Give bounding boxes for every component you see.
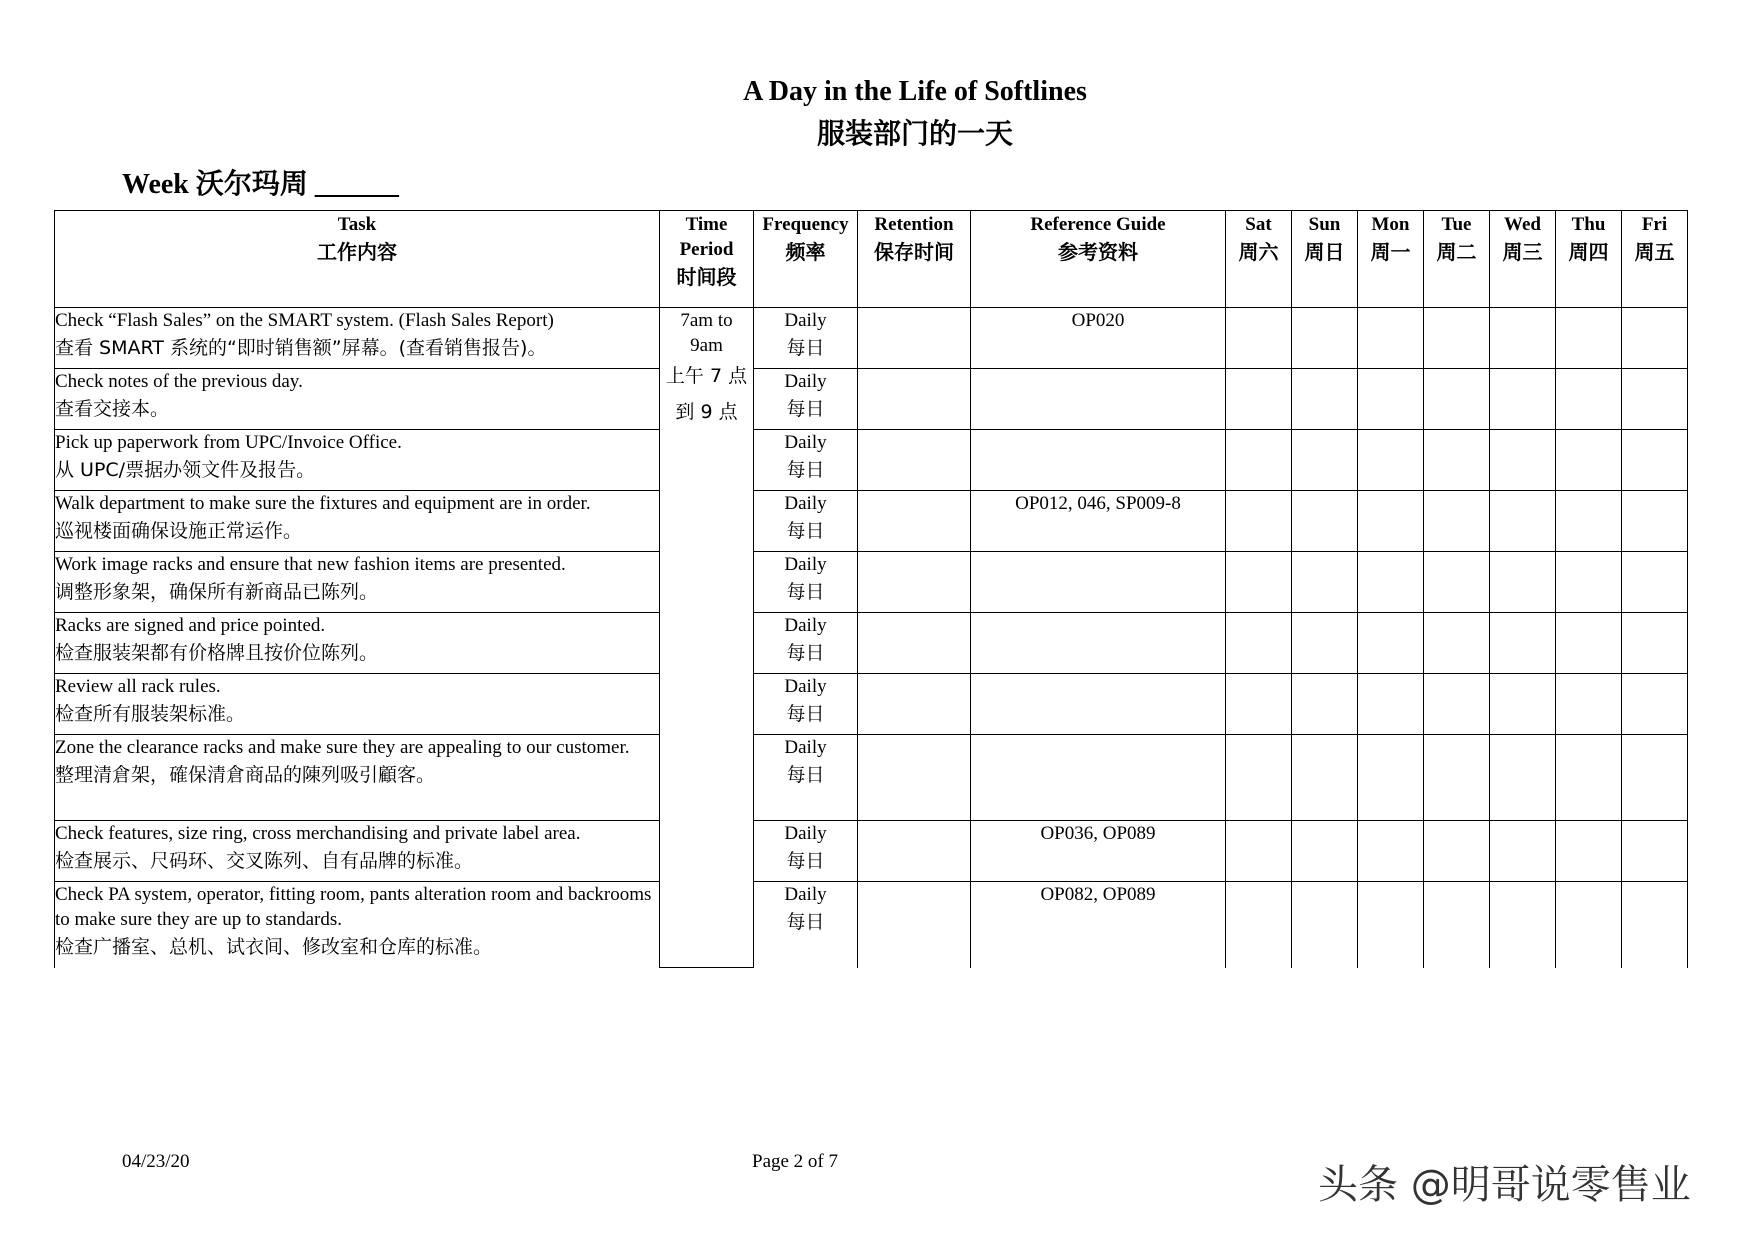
frequency-cell: Daily 每日	[754, 491, 858, 552]
check-cell-thu[interactable]	[1556, 552, 1622, 613]
check-cell-mon[interactable]	[1358, 674, 1424, 735]
week-label	[122, 166, 399, 203]
watermark: 头条 @明哥说零售业	[1318, 1162, 1691, 1208]
task-cell: Check PA system, operator, fitting room, pants alteration room and backrooms to make sure they are up to standards. 检查广播室、总机、试衣间、修改室和仓库的标准。	[55, 882, 660, 968]
check-cell-sat[interactable]	[1226, 821, 1292, 882]
check-cell-fri[interactable]	[1622, 430, 1688, 491]
check-cell-sat[interactable]	[1226, 430, 1292, 491]
document-title: A Day in the Life of Softlines	[743, 76, 1087, 107]
check-cell-fri[interactable]	[1622, 674, 1688, 735]
week-label-en: Week	[122, 169, 189, 200]
reference-cell	[971, 552, 1226, 613]
col-sun: Sun 周日	[1292, 211, 1358, 308]
table-row	[55, 735, 1688, 821]
check-cell-mon[interactable]	[1358, 491, 1424, 552]
check-cell-mon[interactable]	[1358, 308, 1424, 369]
check-cell-sun[interactable]	[1292, 369, 1358, 430]
check-cell-tue[interactable]	[1424, 430, 1490, 491]
task-cell: Walk department to make sure the fixtures and equipment are in order. 巡视楼面确保设施正常运作。	[55, 491, 660, 552]
check-cell-wed[interactable]	[1490, 674, 1556, 735]
check-cell-mon[interactable]	[1358, 735, 1424, 821]
check-cell-sat[interactable]	[1226, 552, 1292, 613]
reference-cell: OP020	[971, 308, 1226, 369]
check-cell-tue[interactable]	[1424, 674, 1490, 735]
check-cell-sun[interactable]	[1292, 491, 1358, 552]
col-reference-guide: Reference Guide 参考资料	[971, 211, 1226, 308]
week-label-cn: 沃尔玛周	[195, 167, 308, 200]
reference-cell	[971, 735, 1226, 821]
retention-cell[interactable]	[858, 369, 971, 430]
task-cell: Review all rack rules. 检查所有服装架标准。	[55, 674, 660, 735]
table-row	[55, 882, 1688, 968]
frequency-cell: Daily 每日	[754, 674, 858, 735]
check-cell-sun[interactable]	[1292, 308, 1358, 369]
check-cell-sat[interactable]	[1226, 674, 1292, 735]
check-cell-wed[interactable]	[1490, 882, 1556, 968]
time-period-cell: 7am to 9am 上午 7 点 到 9 点	[660, 308, 754, 968]
check-cell-wed[interactable]	[1490, 613, 1556, 674]
col-retention: Retention 保存时间	[858, 211, 971, 308]
reference-cell: OP082, OP089	[971, 882, 1226, 968]
check-cell-thu[interactable]	[1556, 821, 1622, 882]
check-cell-tue[interactable]	[1424, 552, 1490, 613]
check-cell-wed[interactable]	[1490, 552, 1556, 613]
check-cell-thu[interactable]	[1556, 430, 1622, 491]
check-cell-mon[interactable]	[1358, 369, 1424, 430]
frequency-cell: Daily 每日	[754, 882, 858, 968]
reference-cell	[971, 369, 1226, 430]
retention-cell[interactable]	[858, 308, 971, 369]
check-cell-sun[interactable]	[1292, 430, 1358, 491]
check-cell-mon[interactable]	[1358, 882, 1424, 968]
check-cell-sun[interactable]	[1292, 552, 1358, 613]
footer-date: 04/23/20	[122, 1151, 190, 1172]
check-cell-thu[interactable]	[1556, 674, 1622, 735]
check-cell-fri[interactable]	[1622, 613, 1688, 674]
check-cell-sat[interactable]	[1226, 308, 1292, 369]
check-cell-mon[interactable]	[1358, 552, 1424, 613]
col-task: Task 工作内容	[55, 211, 660, 308]
check-cell-thu[interactable]	[1556, 882, 1622, 968]
check-cell-wed[interactable]	[1490, 369, 1556, 430]
check-cell-fri[interactable]	[1622, 491, 1688, 552]
check-cell-sun[interactable]	[1292, 735, 1358, 821]
check-cell-thu[interactable]	[1556, 735, 1622, 821]
task-checklist-table	[54, 210, 1688, 968]
check-cell-sun[interactable]	[1292, 821, 1358, 882]
check-cell-wed[interactable]	[1490, 491, 1556, 552]
check-cell-wed[interactable]	[1490, 821, 1556, 882]
col-mon: Mon 周一	[1358, 211, 1424, 308]
check-cell-tue[interactable]	[1424, 613, 1490, 674]
table-row	[55, 491, 1688, 552]
check-cell-fri[interactable]	[1622, 882, 1688, 968]
reference-cell	[971, 430, 1226, 491]
check-cell-mon[interactable]	[1358, 430, 1424, 491]
table-row	[55, 430, 1688, 491]
reference-cell: OP012, 046, SP009-8	[971, 491, 1226, 552]
retention-cell[interactable]	[858, 430, 971, 491]
retention-cell[interactable]	[858, 491, 971, 552]
check-cell-fri[interactable]	[1622, 369, 1688, 430]
check-cell-tue[interactable]	[1424, 882, 1490, 968]
col-frequency: Frequency 频率	[754, 211, 858, 308]
check-cell-fri[interactable]	[1622, 308, 1688, 369]
frequency-cell: Daily 每日	[754, 369, 858, 430]
check-cell-mon[interactable]	[1358, 821, 1424, 882]
check-cell-sat[interactable]	[1226, 882, 1292, 968]
check-cell-fri[interactable]	[1622, 552, 1688, 613]
check-cell-tue[interactable]	[1424, 308, 1490, 369]
col-time-period: Time Period 时间段	[660, 211, 754, 308]
week-blank: ______	[314, 169, 399, 200]
table-row	[55, 552, 1688, 613]
frequency-cell: Daily 每日	[754, 821, 858, 882]
check-cell-wed[interactable]	[1490, 735, 1556, 821]
retention-cell[interactable]	[858, 674, 971, 735]
check-cell-sat[interactable]	[1226, 735, 1292, 821]
task-cell: Check “Flash Sales” on the SMART system. (Flash Sales Report) 查看 SMART 系统的“即时销售额”屏幕。(查看销售报告)。	[55, 308, 660, 369]
check-cell-fri[interactable]	[1622, 735, 1688, 821]
check-cell-tue[interactable]	[1424, 735, 1490, 821]
footer-page-number: Page 2 of 7	[752, 1151, 839, 1172]
check-cell-sat[interactable]	[1226, 491, 1292, 552]
task-cell: Zone the clearance racks and make sure they are appealing to our customer. 整理清倉架，確保清倉商品的陳列吸引顧客。	[55, 735, 660, 821]
table-row	[55, 674, 1688, 735]
table-row	[55, 613, 1688, 674]
check-cell-sun[interactable]	[1292, 674, 1358, 735]
frequency-cell: Daily 每日	[754, 552, 858, 613]
retention-cell[interactable]	[858, 882, 971, 968]
check-cell-tue[interactable]	[1424, 491, 1490, 552]
reference-cell	[971, 613, 1226, 674]
col-fri: Fri 周五	[1622, 211, 1688, 308]
col-tue: Tue 周二	[1424, 211, 1490, 308]
reference-cell: OP036, OP089	[971, 821, 1226, 882]
check-cell-sun[interactable]	[1292, 613, 1358, 674]
frequency-cell: Daily 每日	[754, 308, 858, 369]
check-cell-wed[interactable]	[1490, 308, 1556, 369]
check-cell-sun[interactable]	[1292, 882, 1358, 968]
retention-cell[interactable]	[858, 735, 971, 821]
retention-cell[interactable]	[858, 821, 971, 882]
task-cell: Work image racks and ensure that new fashion items are presented. 调整形象架，确保所有新商品已陈列。	[55, 552, 660, 613]
check-cell-thu[interactable]	[1556, 369, 1622, 430]
check-cell-sat[interactable]	[1226, 369, 1292, 430]
task-cell: Check notes of the previous day. 查看交接本。	[55, 369, 660, 430]
check-cell-tue[interactable]	[1424, 369, 1490, 430]
check-cell-tue[interactable]	[1424, 821, 1490, 882]
table-row	[55, 308, 1688, 369]
retention-cell[interactable]	[858, 613, 971, 674]
task-cell: Pick up paperwork from UPC/Invoice Office. 从 UPC/票据办领文件及报告。	[55, 430, 660, 491]
table-row	[55, 369, 1688, 430]
col-sat: Sat 周六	[1226, 211, 1292, 308]
table-row	[55, 821, 1688, 882]
check-cell-wed[interactable]	[1490, 430, 1556, 491]
header-row	[55, 211, 1688, 308]
document-subtitle: 服装部门的一天	[816, 117, 1013, 150]
check-cell-fri[interactable]	[1622, 821, 1688, 882]
check-cell-thu[interactable]	[1556, 613, 1622, 674]
reference-cell	[971, 674, 1226, 735]
retention-cell[interactable]	[858, 552, 971, 613]
check-cell-mon[interactable]	[1358, 613, 1424, 674]
col-thu: Thu 周四	[1556, 211, 1622, 308]
task-cell: Racks are signed and price pointed. 检查服装架都有价格牌且按价位陈列。	[55, 613, 660, 674]
frequency-cell: Daily 每日	[754, 735, 858, 821]
col-wed: Wed 周三	[1490, 211, 1556, 308]
task-cell: Check features, size ring, cross merchandising and private label area. 检查展示、尺码环、交叉陈列、自有品牌的标准。	[55, 821, 660, 882]
check-cell-thu[interactable]	[1556, 491, 1622, 552]
frequency-cell: Daily 每日	[754, 430, 858, 491]
frequency-cell: Daily 每日	[754, 613, 858, 674]
check-cell-thu[interactable]	[1556, 308, 1622, 369]
check-cell-sat[interactable]	[1226, 613, 1292, 674]
